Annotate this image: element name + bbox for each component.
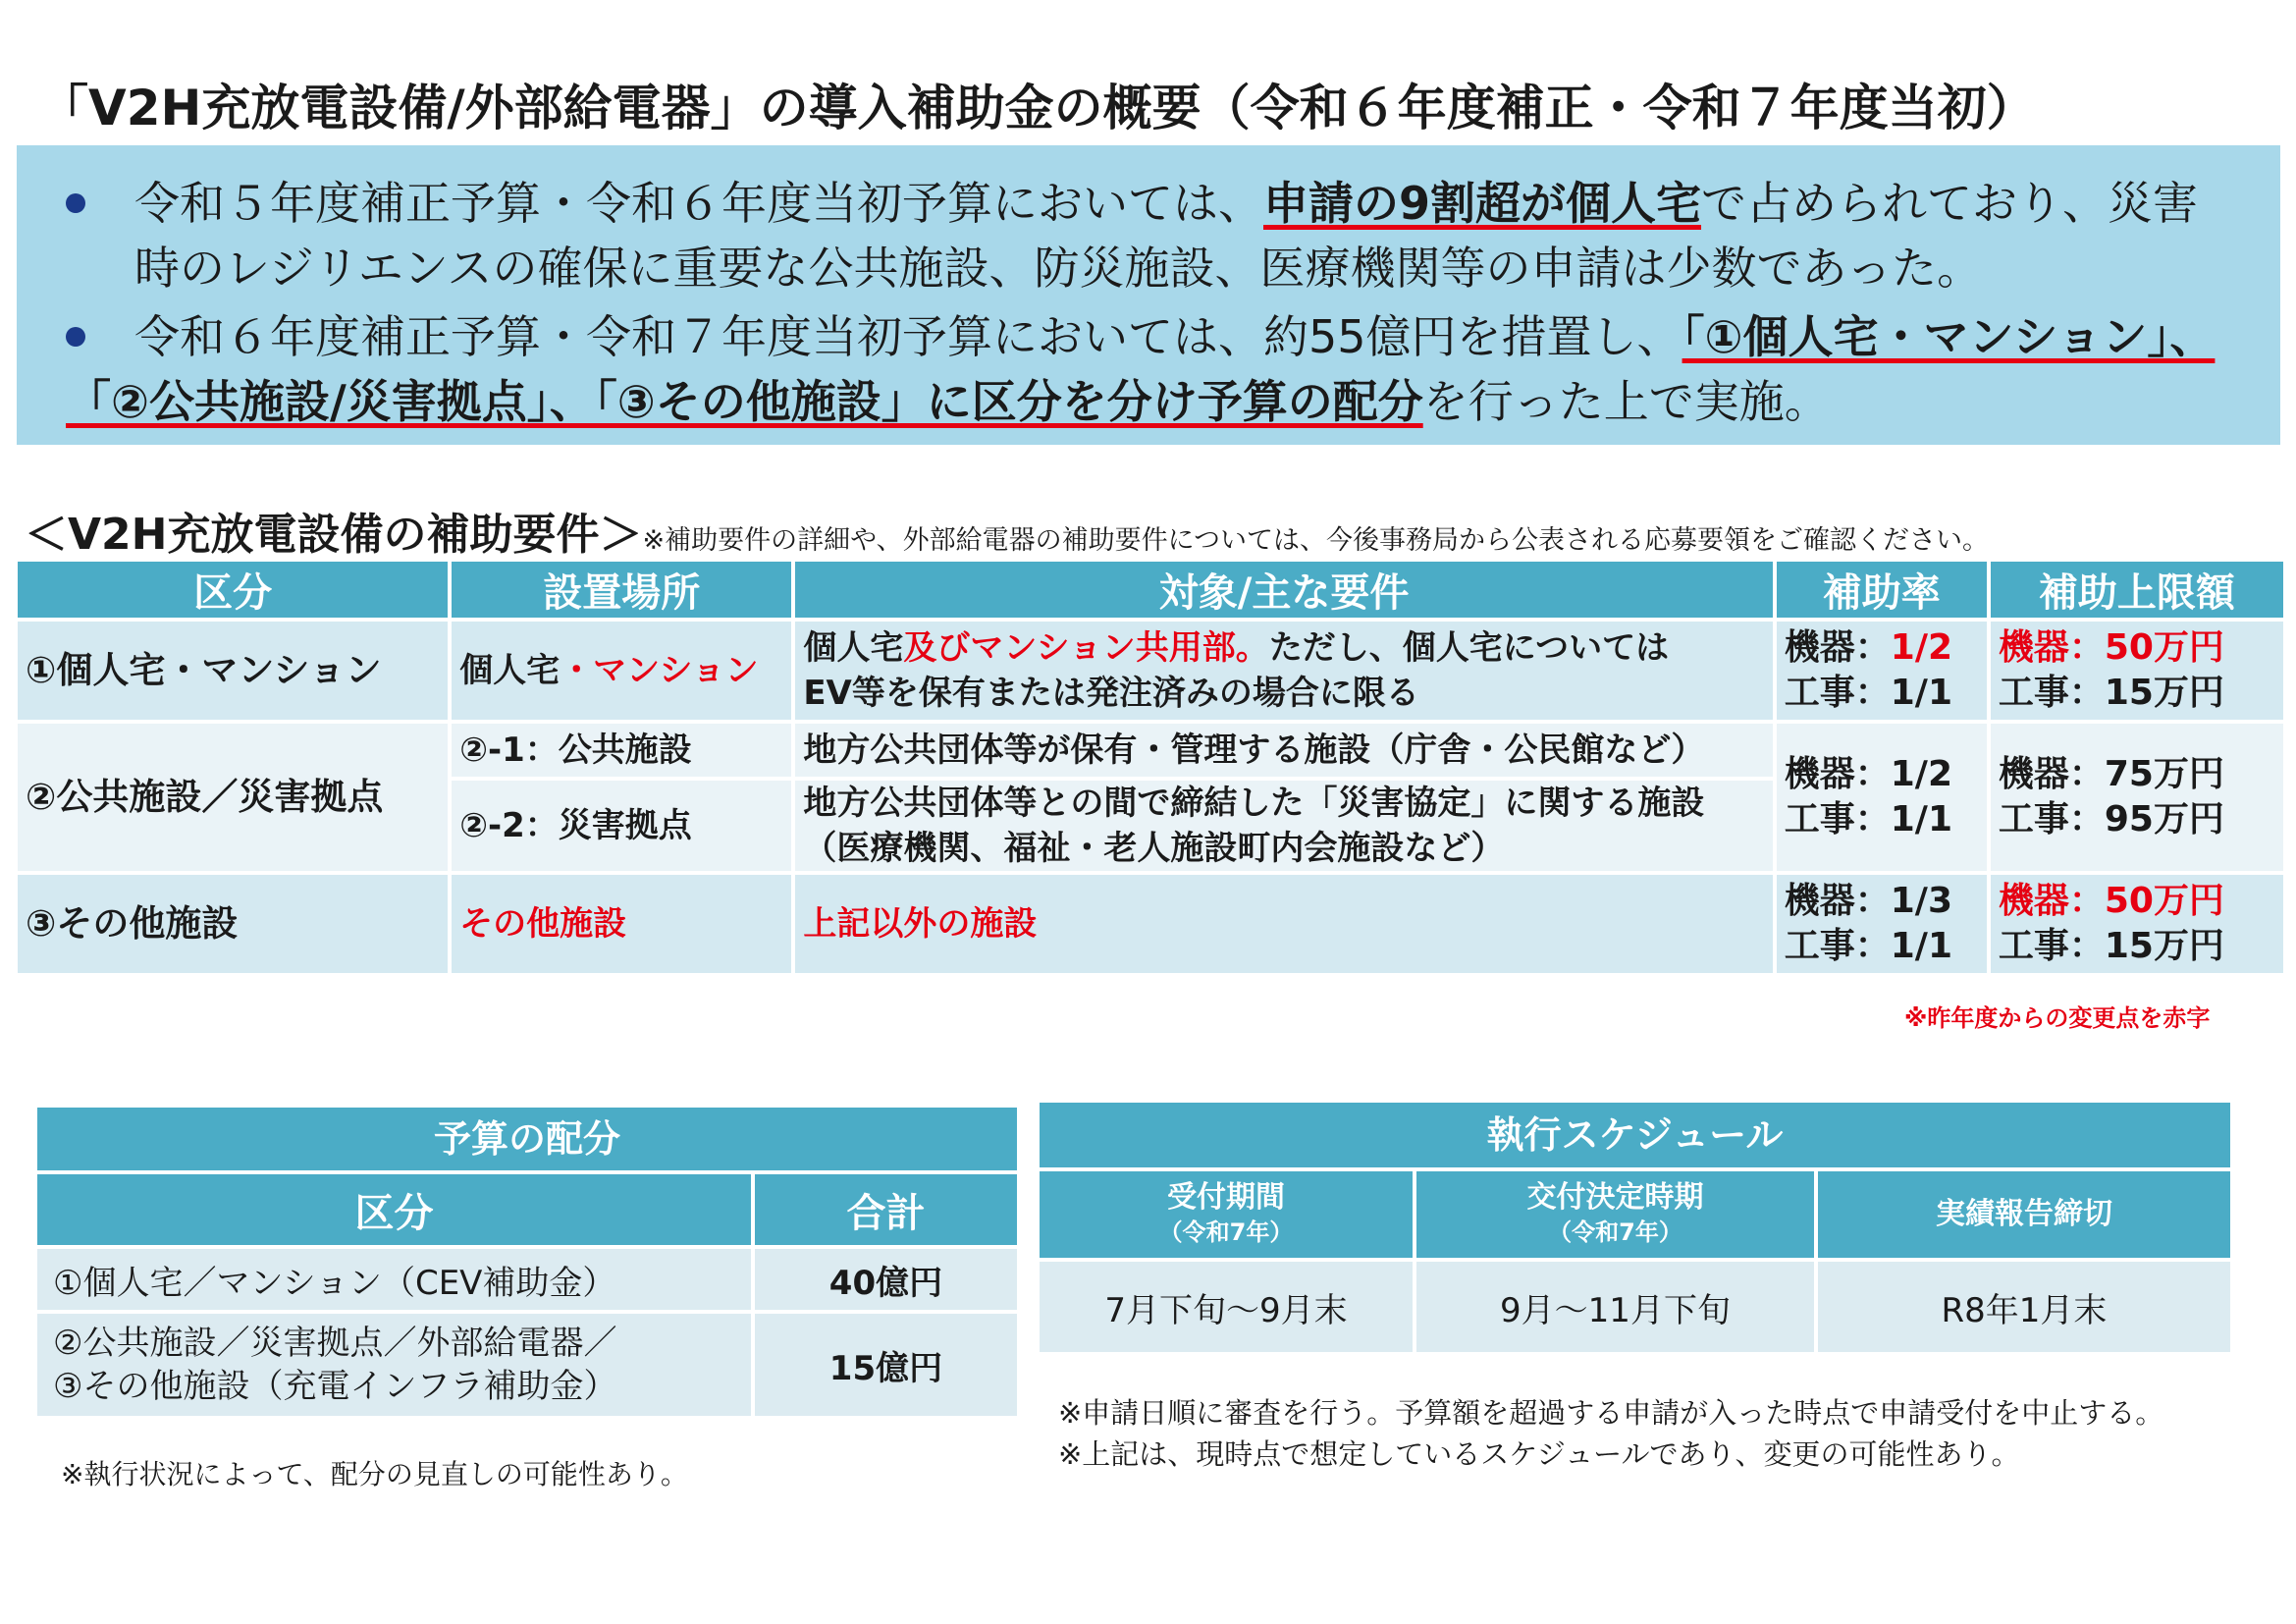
row2-place-1: ②-1：公共施設 — [452, 724, 791, 777]
row1-target — [795, 622, 1772, 720]
budget-title: 予算の配分 — [37, 1108, 1017, 1170]
budget-row1-amount: 40億円 — [755, 1249, 1017, 1310]
row1-place-b: ・マンション — [560, 651, 759, 690]
bullet2-text-d: を行った上で実施。 — [1422, 375, 1830, 428]
row1-rate-equip-label: 機器： — [1784, 627, 1891, 668]
row3-rate — [1777, 875, 1987, 973]
row2-rate-equip: 機器：1/2 — [1784, 754, 1952, 794]
schedule-header-row — [1040, 1171, 2230, 1258]
schedule-note-1: ※申請日順に審査を行う。予算額を超過する申請が入った時点で申請受付を中止する。 — [1058, 1396, 2164, 1430]
header-category: 区分 — [18, 562, 448, 618]
header-rate: 補助率 — [1777, 562, 1987, 618]
bullet-dot-icon — [66, 193, 85, 213]
schedule-header-decision — [1416, 1171, 1814, 1258]
bullet1-text-c: で占められており、災害 — [1701, 177, 2199, 230]
schedule-h1: 受付期間 — [1167, 1179, 1285, 1215]
table-row — [37, 1314, 1017, 1416]
row1-place — [452, 622, 791, 720]
row2-target-1: 地方公共団体等が保有・管理する施設（庁舎・公民館など） — [795, 724, 1772, 777]
schedule-h2-sub: （令和7年） — [1548, 1218, 1682, 1246]
page-title: 「V2H充放電設備/外部給電器」の導入補助金の概要（令和６年度補正・令和７年度当初） — [39, 80, 2036, 136]
schedule-v3: R8年1月末 — [1818, 1262, 2230, 1352]
row1-target-b: 及びマンション共用部。 — [903, 628, 1269, 668]
budget-row2-label-2: ③その他施設（充電インフラ補助金） — [53, 1367, 617, 1406]
bullet2-highlight-1: 「①個人宅・マンション」、 — [1682, 310, 2216, 363]
row1-target-d: EV等を保有または発注済みの場合に限る — [803, 674, 1419, 713]
table-row — [37, 1249, 1017, 1310]
row3-cap-equip: 機器：50万円 — [1998, 881, 2224, 921]
table-row — [18, 724, 2283, 777]
schedule-note-2: ※上記は、現時点で想定しているスケジュールであり、変更の可能性あり。 — [1058, 1437, 2020, 1471]
row1-cap-work: 工事：15万円 — [1998, 673, 2224, 713]
row1-target-c: ただし、個人宅については — [1268, 628, 1670, 668]
row2-category: ②公共施設／災害拠点 — [18, 724, 448, 871]
row3-rate-equip: 機器：1/3 — [1784, 881, 1952, 921]
schedule-table — [1036, 1167, 2234, 1356]
requirements-heading-text: ＜V2H充放電設備の補助要件＞ — [25, 510, 643, 560]
budget-row2-amount: 15億円 — [755, 1314, 1017, 1416]
schedule-v1: 7月下旬～9月末 — [1040, 1262, 1413, 1352]
row2-rate — [1777, 724, 1987, 871]
row2-cap-work: 工事：95万円 — [1998, 799, 2224, 839]
budget-section — [37, 1108, 1017, 1420]
requirements-heading — [25, 499, 1989, 562]
row3-place: その他施設 — [452, 875, 791, 973]
bullet2-text-a: 令和６年度補正予算・令和７年度当初予算においては、約55億円を措置し、 — [134, 310, 1682, 363]
row2-cap — [1991, 724, 2283, 871]
schedule-title: 執行スケジュール — [1040, 1103, 2230, 1167]
row3-cap-work: 工事：15万円 — [1998, 926, 2224, 966]
header-place: 設置場所 — [452, 562, 791, 618]
schedule-header-reception — [1040, 1171, 1413, 1258]
row2-target-2a: 地方公共団体等との間で締結した「災害協定」に関する施設 — [803, 784, 1705, 823]
budget-table — [33, 1170, 1021, 1420]
schedule-h2: 交付決定時期 — [1526, 1179, 1704, 1215]
budget-footnote: ※執行状況によって、配分の見直しの可能性あり。 — [61, 1458, 688, 1490]
budget-row2-label-1: ②公共施設／災害拠点／外部給電器／ — [53, 1324, 617, 1363]
row2-target-2b: （医療機関、福祉・老人施設町内会施設など） — [803, 829, 1505, 868]
table-header-row — [18, 562, 2283, 618]
requirements-note: ※補助要件の詳細や、外部給電器の補助要件については、今後事務局から公表される応募要領をご確認ください。 — [642, 525, 1990, 556]
budget-header-category: 区分 — [37, 1174, 751, 1245]
row1-target-a: 個人宅 — [803, 628, 904, 668]
schedule-header-report: 実績報告締切 — [1818, 1171, 2230, 1258]
bullet1-highlight: 申請の9割超が個人宅 — [1263, 177, 1702, 230]
row3-rate-work: 工事：1/1 — [1784, 926, 1952, 966]
row1-cap-equip: 機器：50万円 — [1998, 627, 2224, 668]
row1-category: ①個人宅・マンション — [18, 622, 448, 720]
schedule-v2: 9月～11月下旬 — [1416, 1262, 1814, 1352]
schedule-section — [1040, 1103, 2230, 1356]
budget-header-row — [37, 1174, 1017, 1245]
row2-rate-work: 工事：1/1 — [1784, 799, 1952, 839]
row3-target: 上記以外の施設 — [795, 875, 1772, 973]
table-row — [1040, 1262, 2230, 1352]
requirements-table — [14, 558, 2287, 977]
row1-rate-work: 工事：1/1 — [1784, 673, 1952, 713]
budget-row1-label: ①個人宅／マンション（CEV補助金） — [37, 1249, 751, 1310]
row1-place-a: 個人宅 — [459, 651, 561, 690]
table-row — [18, 875, 2283, 973]
row2-target-2 — [795, 781, 1772, 871]
budget-header-total: 合計 — [755, 1174, 1017, 1245]
schedule-h1-sub: （令和7年） — [1158, 1218, 1294, 1246]
row1-cap — [1991, 622, 2283, 720]
row1-rate-equip: 1/2 — [1890, 627, 1953, 668]
table-row — [18, 622, 2283, 720]
bullet1-text-a: 令和５年度補正予算・令和６年度当初予算においては、 — [134, 177, 1263, 230]
row1-rate — [1777, 622, 1987, 720]
bullet-dot-icon — [66, 327, 85, 347]
bullet1-text-d: 時のレジリエンスの確保に重要な公共施設、防災施設、医療機関等の申請は少数であった。 — [134, 242, 1983, 295]
row2-cap-equip: 機器：75万円 — [1998, 754, 2224, 794]
requirements-footnote: ※昨年度からの変更点を赤字 — [1904, 1004, 2211, 1032]
summary-box — [17, 145, 2280, 445]
row3-category: ③その他施設 — [18, 875, 448, 973]
header-target: 対象/主な要件 — [795, 562, 1772, 618]
row3-cap — [1991, 875, 2283, 973]
row2-place-2: ②-2：災害拠点 — [452, 781, 791, 871]
budget-row2-label — [37, 1314, 751, 1416]
bullet2-highlight-2: 「②公共施設/災害拠点」、「③その他施設」に区分を分け予算の配分 — [66, 375, 1423, 428]
header-cap: 補助上限額 — [1991, 562, 2283, 618]
schedule-notes — [1058, 1392, 2163, 1475]
